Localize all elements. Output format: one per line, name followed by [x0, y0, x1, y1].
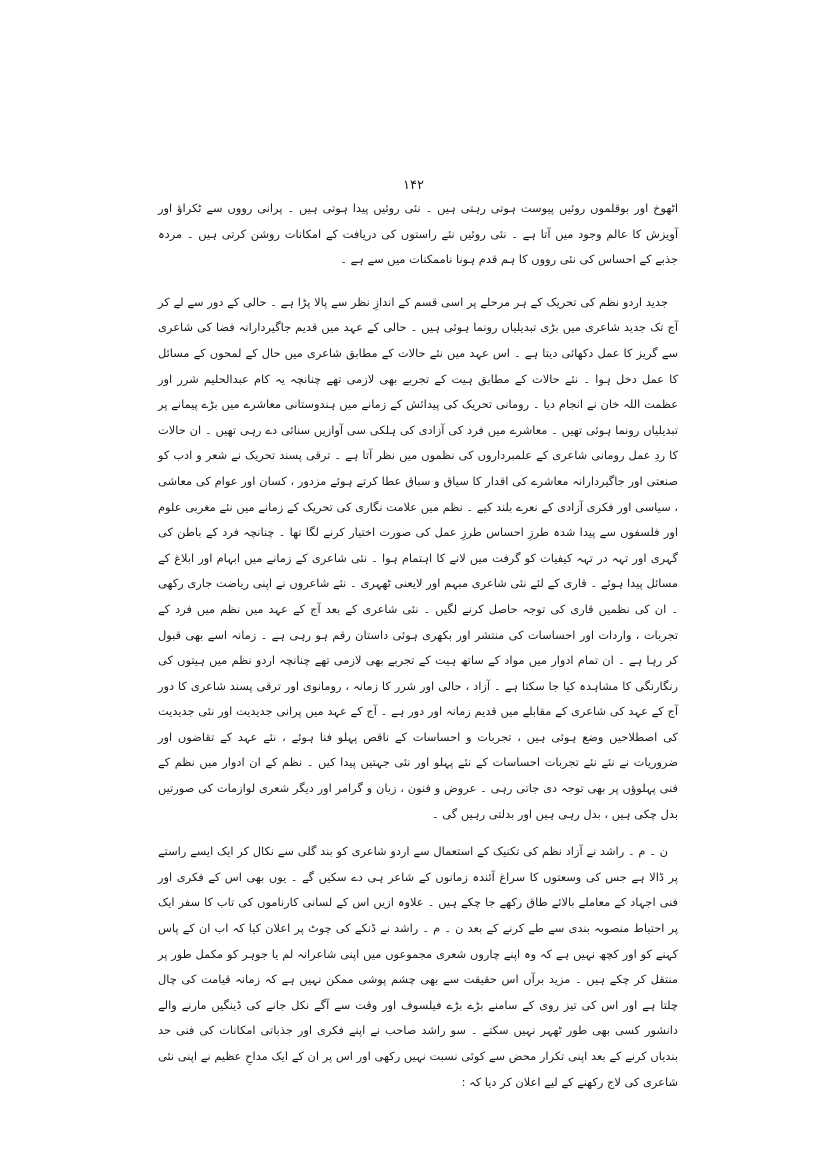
paragraph-2: جدید اردو نظم کی تحریک کے ہر مرحلے پر اسی قسم کے اندازِ نظر سے پالا پڑا ہے ۔ حالی کے دور سے لے کر آج تک جدید شاعری میں بڑی تبدیلیاں رونما ہوئی ہیں ۔ حالی کے عہد میں قدیم جاگیردارانہ فضا کی شاعری سے گریز کا عمل دکھائی دیتا ہے ۔ اس عہد میں نئے حالات کے مطابق شاعری میں حال کے لمحوں کے مسائل کا عمل دخل ہوا ۔ نئے حالات کے مطابق ہیت کے تجربے بھی لازمی تھے چنانچہ یہ کام عبدالحلیم شرر اور عظمت اللہ خان نے انجام دیا ۔ رومانی تحریک کی پیدائش کے زمانے میں ہندوستانی معاشرے میں بڑے پیمانے پر تبدیلیاں رونما ہوئی تھیں ۔ معاشرے میں فرد کی آزادی کی ہلکی سی آوازیں سنائی دے رہی تھیں ۔ ان حالات کا ردِ عمل رومانی شاعری کے علمبرداروں کی نظموں میں نظر آتا ہے ۔ ترقی پسند تحریک نے شعر و ادب کو صنعتی اور جاگیردارانہ معاشرے کی اقدار کا سیاق و سباق عطا کرتے ہوئے مزدور ، کسان اور عوام کی معاشی ، سیاسی اور فکری آزادی کے نعرے بلند کیے ۔ نظم میں علامت نگاری کی تحریک کے زمانے میں نئے مغربی علوم اور فلسفوں سے پیدا شدہ طرزِ احساس طرزِ عمل کی صورت اختیار کرنے لگا تھا ۔ چنانچہ فرد کے باطن کی گہری اور تہہ در تہہ کیفیات کو گرفت میں لانے کا اہتمام ہوا ۔ نئی شاعری کے زمانے میں ابہام اور ابلاغ کے مسائل پیدا ہوئے ۔ قاری کے لئے نئی شاعری مبہم اور لایعنی ٹھہری ۔ نئے شاعروں نے اپنی ریاضت جاری رکھی ۔ ان کی نظمیں قاری کی توجہ حاصل کرنے لگیں ۔ نئی شاعری کے بعد آج کے عہد میں نظم میں فرد کے تجربات ، واردات اور احساسات کی منتشر اور بکھری ہوئی داستان رقم ہو رہی ہے ۔ زمانہ اسے بھی قبول کر رہا ہے ۔ ان تمام ادوار میں مواد کے ساتھ ہیت کے تجربے بھی لازمی تھے چنانچہ اردو نظم میں ہیتوں کی رنگارنگی کا مشاہدہ کیا جا سکتا ہے ۔ آزاد ، حالی اور شرر کا زمانہ ، رومانوی اور ترقی پسند شاعری کا دور آج کے عہد کی شاعری کے مقابلے میں قدیم زمانہ اور دور ہے ۔ آج کے عہد میں پرانی جدیدیت اور نئی جدیدیت کی اصطلاحیں وضع ہوئی ہیں ، تجربات و احساسات کے ناقص پہلو فنا ہوئے ، نئے عہد کے تقاضوں اور ضروریات نے نئے نئے تجربات احساسات کے نئے پہلو اور نئی جہتیں پیدا کیں ۔ نظم کے ان ادوار میں نظم کے فنی پہلوؤں پر بھی توجہ دی جاتی رہی ۔ عروض و فنون ، زبان و گرامر اور دیگر شعری لوازمات کی صورتیں بدل چکی ہیں ، بدل رہی ہیں اور بدلتی رہیں گی ۔ — [158, 294, 678, 821]
page-number: ۱۴۲ — [403, 178, 424, 193]
paragraph-1: اٹھوخ اور بوقلموں روئیں پیوست ہوتی رہتی ہیں ۔ نئی روئیں پیدا ہوتی ہیں ۔ پرانی رووں سے ٹکراؤ اور آویزش کا عالم وجود میں آتا ہے ۔ نئی روئیں نئے راستوں کی دریافت کے امکانات روشن کرتی ہیں ۔ مردہ جذبے کے احساس کی نئی رووں کا ہم قدم ہونا ناممکنات میں سے ہے ۔ — [158, 201, 678, 267]
body-text — [158, 196, 678, 1095]
paragraph-3: ن ۔ م ۔ راشد نے آزاد نظم کی تکنیک کے استعمال سے اردو شاعری کو بند گلی سے نکال کر ایک ایسے راستے پر ڈالا ہے جس کی وسعتوں کا سراغ آئندہ زمانوں کے شاعر ہی دے سکیں گے ۔ یوں بھی اس کے فکری اور فنی اجہاد کے معاملے بالائے طاق رکھے جا چکے ہیں ۔ علاوہ ازیں اس کے لسانی کارناموں کی تاب کا سفر ایک پر احتیاط منصوبہ بندی سے طے کرنے کے بعد ن ۔ م ۔ راشد نے ڈنکے کی چوٹ پر اعلان کیا کہ اب ان کے پاس کہنے کو اور کچھ نہیں ہے کہ وہ اپنے چاروں شعری مجموعوں میں اپنی شاعرانہ لم یا جوہر کو مکمل طور پر منتقل کر چکے ہیں ۔ مزید برآں اس حقیقت سے بھی چشم پوشی ممکن نہیں ہے کہ زمانہ قیامت کی چال چلتا ہے اور اس کی تیز روی کے سامنے بڑے بڑے فیلسوف اور وقت سے آگے نکل جانے کی ڈینگیں مارنے والے دانشور کسی بھی طور ٹھہر نہیں سکتے ۔ سو راشد صاحب نے اپنے فکری اور جذباتی امکانات کی فنی حد بندیاں کرنے کے بعد اپنی تکرار محض سے کوئی نسبت نہیں رکھی اور اس پر ان کے ایک مداحِ عظیم نے اپنی نئی شاعری کی لاج رکھنے کے لیے اعلان کر دیا کہ : — [158, 844, 678, 1089]
